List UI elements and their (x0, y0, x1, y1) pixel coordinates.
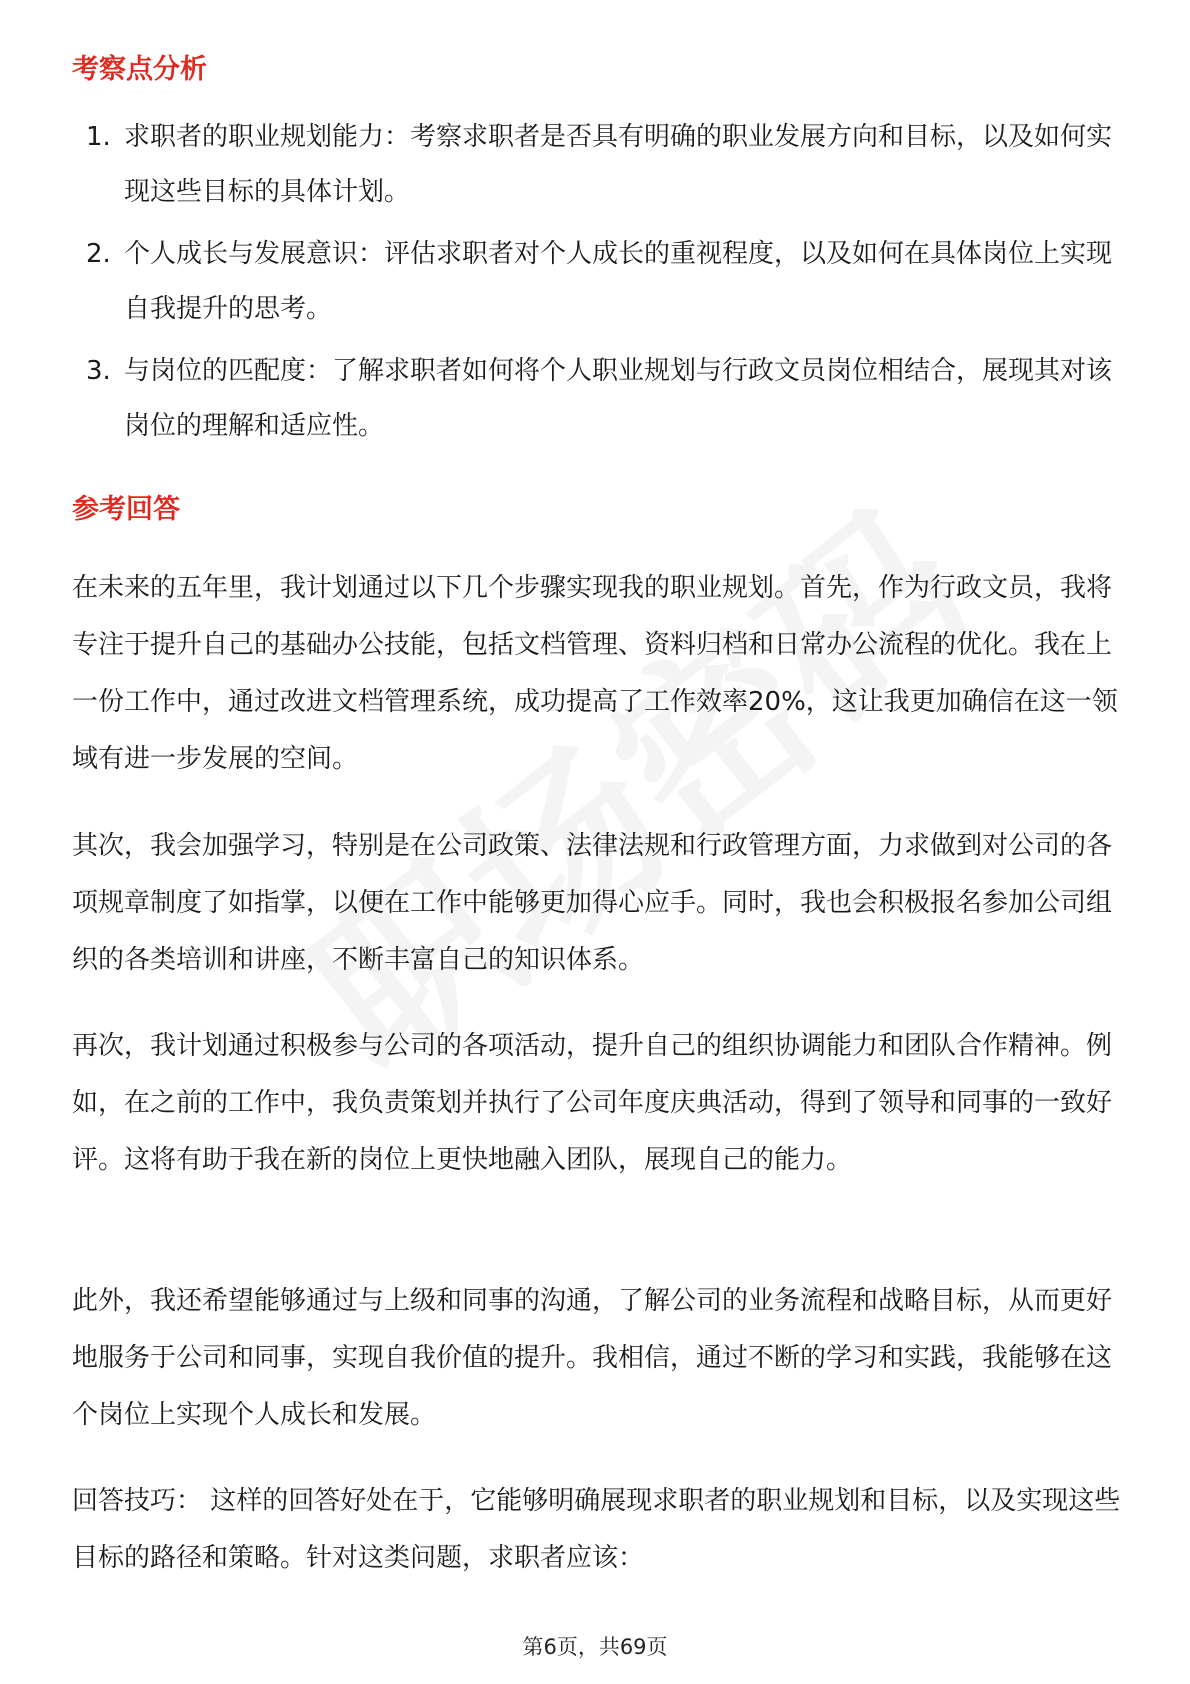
list-item-text: 与岗位的匹配度：了解求职者如何将个人职业规划与行政文员岗位相结合，展现其对该岗位的理解和适应性。 (124, 356, 1113, 441)
list-item (72, 227, 1122, 337)
page-number: 第6页，共69页 (522, 1635, 668, 1659)
answer-paragraph: 此外，我还希望能够通过与上级和同事的沟通，了解公司的业务流程和战略目标，从而更好地服务于公司和同事，实现自我价值的提升。我相信，通过不断的学习和实践，我能够在这个岗位上实现个人成长和发展。 (72, 1286, 1113, 1430)
list-item-number: 3. (86, 356, 111, 386)
list-item-number: 2. (86, 239, 111, 269)
answer-heading: 参考回答 (72, 494, 180, 525)
answer-paragraph: 在未来的五年里，我计划通过以下几个步骤实现我的职业规划。首先，作为行政文员，我将专注于提升自己的基础办公技能，包括文档管理、资料归档和日常办公流程的优化。我在上一份工作中，通过改进文档管理系统，成功提高了工作效率20%，这让我更加确信在这一领域有进一步发展的空间。 (72, 573, 1118, 774)
list-item-text: 求职者的职业规划能力：考察求职者是否具有明确的职业发展方向和目标，以及如何实现这些目标的具体计划。 (124, 122, 1113, 207)
list-item-number: 1. (86, 122, 111, 152)
list-item-text: 个人成长与发展意识：评估求职者对个人成长的重视程度，以及如何在具体岗位上实现自我提升的思考。 (124, 239, 1113, 324)
answer-tips-paragraph: 回答技巧： 这样的回答好处在于，它能够明确展现求职者的职业规划和目标，以及实现这些目标的路径和策略。针对这类问题，求职者应该： (72, 1486, 1121, 1573)
answer-paragraph: 其次，我会加强学习，特别是在公司政策、法律法规和行政管理方面，力求做到对公司的各项规章制度了如指掌，以便在工作中能够更加得心应手。同时，我也会积极报名参加公司组织的各类培训和讲座，不断丰富自己的知识体系。 (72, 831, 1113, 975)
analysis-heading: 考察点分析 (72, 54, 207, 85)
analysis-list (72, 110, 1122, 461)
list-item (72, 344, 1122, 454)
answer-paragraph: 再次，我计划通过积极参与公司的各项活动，提升自己的组织协调能力和团队合作精神。例如，在之前的工作中，我负责策划并执行了公司年度庆典活动，得到了领导和同事的一致好评。这将有助于我在新的岗位上更快地融入团队，展现自己的能力。 (72, 1031, 1113, 1175)
list-item (72, 110, 1122, 220)
